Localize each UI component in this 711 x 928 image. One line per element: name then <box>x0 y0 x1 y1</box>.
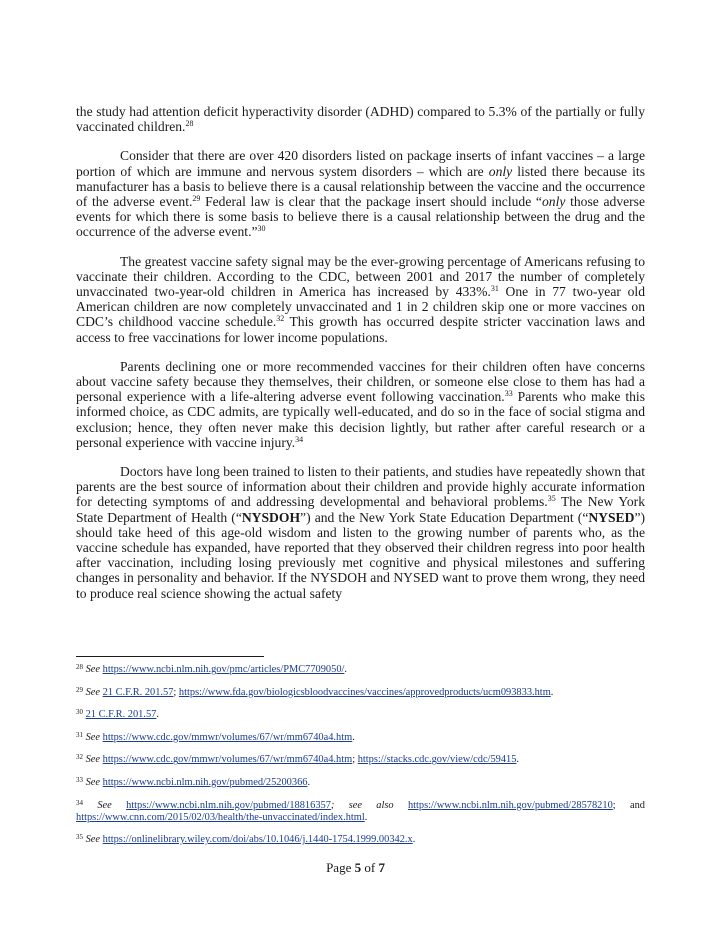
footnote-29: $^{29}$ See 21 C.F.R. 201.57; https://www.fda.gov/biologicsbloodvaccines/vaccines/approvedproducts/ucm093833.htm. <box>76 685 554 698</box>
footnote-ref-28[interactable]: 28 <box>185 119 194 129</box>
footnote-link[interactable]: 21 C.F.R. 201.57 <box>85 709 157 721</box>
footnote-link[interactable]: https://www.cdc.gov/mmwr/volumes/67/wr/mm6740a4.htm <box>102 754 353 766</box>
footnote-link[interactable]: https://www.ncbi.nlm.nih.gov/pubmed/28578210 <box>407 799 613 811</box>
footnote-link[interactable]: https://www.cnn.com/2015/02/03/health/the-unvaccinated/index.html <box>76 811 365 823</box>
page-number: Page 5 of 7 <box>326 860 385 875</box>
footnote-ref-35[interactable]: 35 <box>547 494 556 504</box>
footnote-link[interactable]: https://onlinelibrary.wiley.com/doi/abs/10.1046/j.1440-1754.1999.00342.x <box>102 834 413 846</box>
paragraph-parents-declining: Parents declining one or more recommended vaccines for their children often have concerns about vaccine safety because they themselves, their children, or someone else close to them has had a personal experience with a life-altering adverse event following vaccination.$^{33}$ Parents who make this informed choice, as CDC admits, are typically well-educated, and do so in the face of social stigma and exclusion; hence, they often never make this decision lightly, but rather after careful research or a personal experience with vaccine injury.$^{34}$ <box>76 358 645 450</box>
footnote-divider <box>76 656 264 657</box>
footnote-30: $^{30}$ 21 C.F.R. 201.57. <box>76 708 159 721</box>
footnote-link[interactable]: https://www.ncbi.nlm.nih.gov/pubmed/25200366 <box>102 776 308 788</box>
footnote-28: $^{28}$ See https://www.ncbi.nlm.nih.gov/pmc/articles/PMC7709050/. <box>76 663 348 675</box>
footnote-ref-29[interactable]: 29 <box>192 194 201 204</box>
footnote-link[interactable]: https://www.ncbi.nlm.nih.gov/pmc/articles/PMC7709050/ <box>102 664 345 675</box>
footnote-link[interactable]: 21 C.F.R. 201.57 <box>102 686 174 698</box>
total-pages: 7 <box>378 860 385 875</box>
footnote-ref-30[interactable]: 30 <box>257 224 266 234</box>
footnote-ref-31[interactable]: 31 <box>490 284 499 294</box>
footnote-31: $^{31}$ See https://www.cdc.gov/mmwr/volumes/67/wr/mm6740a4.htm. <box>76 730 355 743</box>
paragraph-safety-signal: The greatest vaccine safety signal may be the ever-growing percentage of Americans refusing to vaccinate their children. According to the CDC, between 2001 and 2017 the number of completely unvaccinated two-year-old children in America has increased by 433%.$^{31}$ One in 77 two-year old American children are now completely unvaccinated and 1 in 2 children skip one or more vaccines on CDC’s childhood vaccine schedule.$^{32}$ This growth has occurred despite stricter vaccination laws and access to free vaccinations for lower income populations. <box>76 253 645 345</box>
paragraph-adhd: the study had attention deficit hyperactivity disorder (ADHD) compared to 5.3% of the partially or fully vaccinated children.$^{28}$ <box>76 104 645 135</box>
body-text <box>76 104 645 601</box>
footnotes <box>76 664 645 857</box>
paragraph-doctors-listen: Doctors have long been trained to listen to their patients, and studies have repeatedly shown that parents are the best source of information about their children and provide highly accurate information for detecting symptoms of and addressing developmental and behavioral problems.$^{35}$ The New York State Department of Health (“NYSDOH”) and the New York State Education Department (“NYSED”) should take heed of this age-old wisdom and listen to the growing number of parents who, as the vaccine schedule has expanded, have reported that they observed their children regress into poor health after vaccination, including losing previously met cognitive and physical milestones and suffering changes in personality and behavior. If the NYSDOH and NYSED want to prove them wrong, they need to produce real science showing the actual safety <box>76 464 645 601</box>
footnote-link[interactable]: https://www.fda.gov/biologicsbloodvaccines/vaccines/approvedproducts/ucm093833.htm <box>178 686 551 698</box>
footnote-link[interactable]: https://www.cdc.gov/mmwr/volumes/67/wr/mm6740a4.htm <box>102 731 353 743</box>
footnote-ref-33[interactable]: 33 <box>504 389 513 399</box>
paragraph-package-inserts: Consider that there are over 420 disorders listed on package inserts of infant vaccines – a large portion of which are immune and nervous system disorders – which are only listed there because its manufacturer has a basis to believe there is a causal relationship between the vaccine and the occurrence of the adverse event.$^{29}$ Federal law is clear that the package insert should include “only those adverse events for which there is some basis to believe there is a causal relationship between the drug and the occurrence of the adverse event.”$^{30}$ <box>76 148 645 240</box>
footnote-link[interactable]: https://www.ncbi.nlm.nih.gov/pubmed/18816357 <box>126 799 331 811</box>
footnote-34: $^{34}$ See https://www.ncbi.nlm.nih.gov/pubmed/18816357; see also https://www.ncbi.nlm.nih.gov/pubmed/28578210; and https://www.cnn.com/2015/02/03/health/the-unvaccinated/index.html. <box>76 798 645 823</box>
footnote-ref-34[interactable]: 34 <box>295 434 304 444</box>
current-page: 5 <box>354 860 362 875</box>
footnote-32: $^{32}$ See https://www.cdc.gov/mmwr/volumes/67/wr/mm6740a4.htm; https://stacks.cdc.gov/view/cdc/59415. <box>76 753 520 766</box>
footnote-link[interactable]: https://stacks.cdc.gov/view/cdc/59415 <box>357 754 517 766</box>
footnote-35: $^{35}$ See https://onlinelibrary.wiley.com/doi/abs/10.1046/j.1440-1754.1999.00342.x. <box>76 833 416 846</box>
footnote-ref-32[interactable]: 32 <box>276 314 285 324</box>
footnote-33: $^{33}$ See https://www.ncbi.nlm.nih.gov/pubmed/25200366. <box>76 775 311 788</box>
